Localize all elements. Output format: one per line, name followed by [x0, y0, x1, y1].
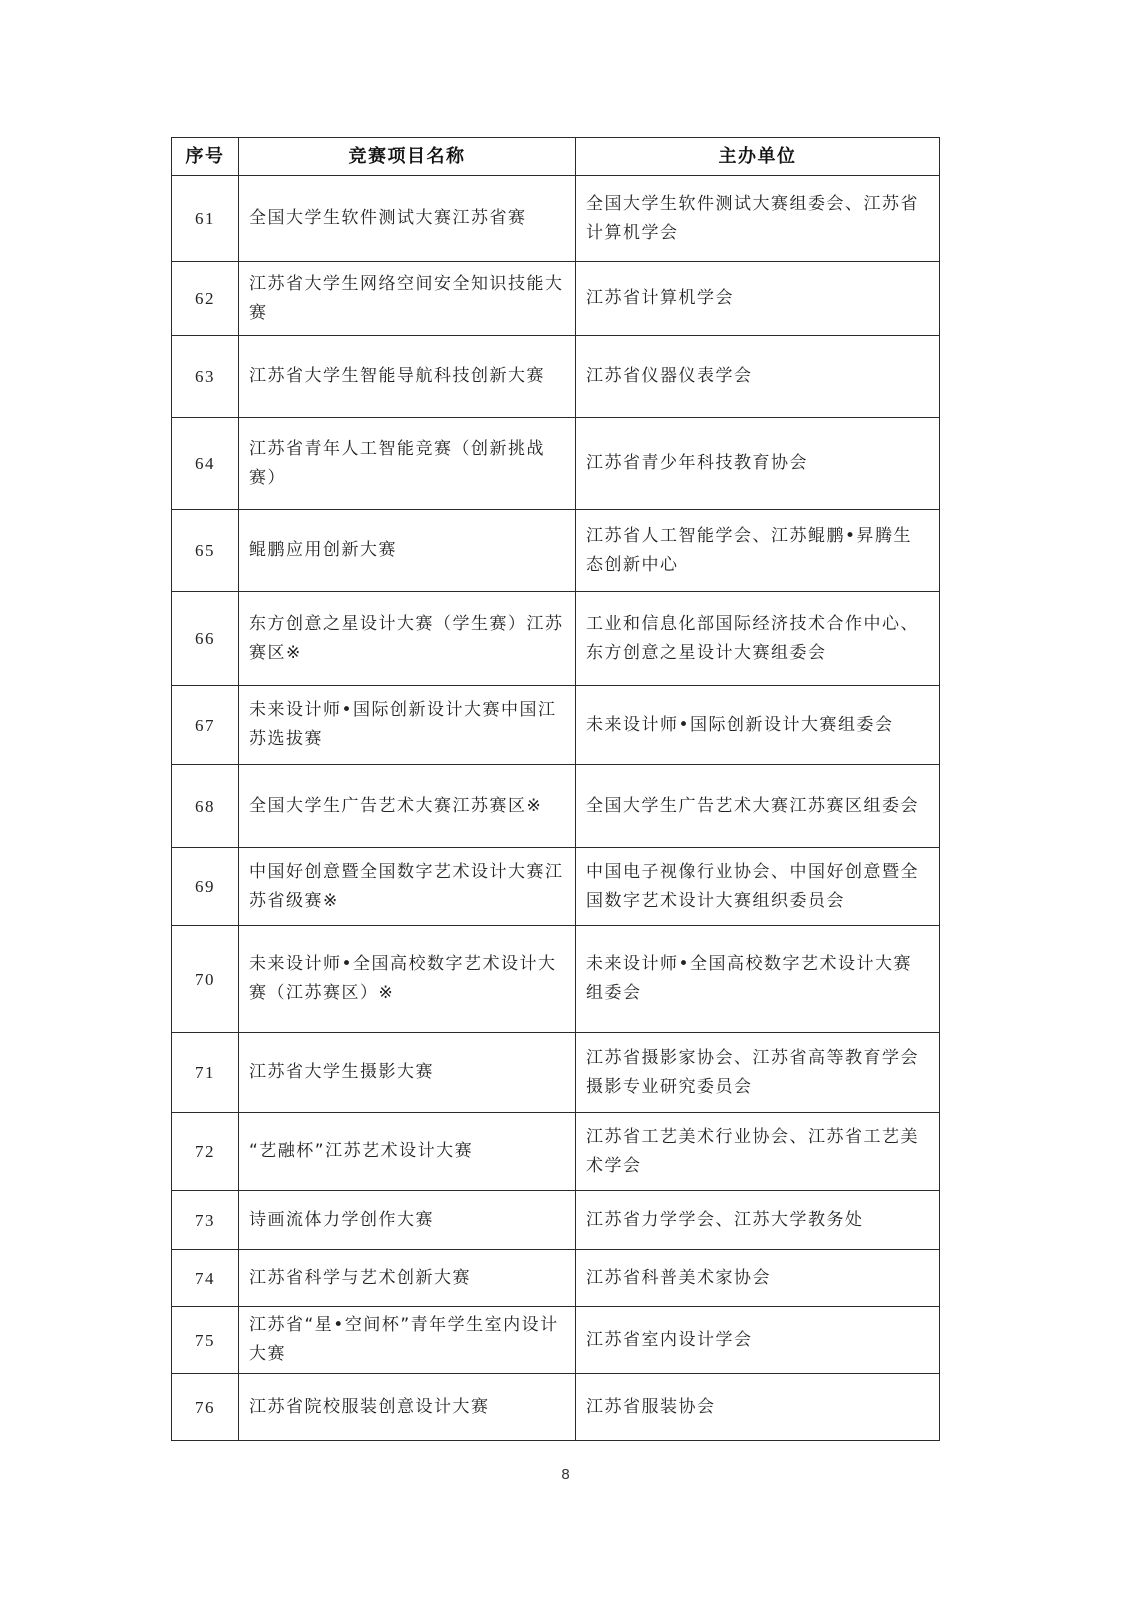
table-row — [172, 848, 940, 926]
header-organizer: 主办单位 — [576, 138, 940, 176]
row-number: 66 — [172, 592, 239, 686]
page-number: 8 — [561, 1466, 570, 1483]
row-number: 72 — [172, 1113, 239, 1191]
table-row — [172, 1113, 940, 1191]
table-row — [172, 510, 940, 592]
competition-name: 全国大学生软件测试大赛江苏省赛 — [239, 176, 576, 262]
organizer: 全国大学生软件测试大赛组委会、江苏省计算机学会 — [576, 176, 940, 262]
row-number: 75 — [172, 1307, 239, 1374]
organizer: 全国大学生广告艺术大赛江苏赛区组委会 — [576, 765, 940, 848]
table-row — [172, 336, 940, 418]
row-number: 76 — [172, 1374, 239, 1441]
table-row — [172, 1374, 940, 1441]
organizer: 江苏省工艺美术行业协会、江苏省工艺美术学会 — [576, 1113, 940, 1191]
row-number: 71 — [172, 1033, 239, 1113]
competition-name: 未来设计师•国际创新设计大赛中国江苏选拔赛 — [239, 686, 576, 765]
table-row — [172, 262, 940, 336]
organizer: 工业和信息化部国际经济技术合作中心、东方创意之星设计大赛组委会 — [576, 592, 940, 686]
organizer: 江苏省室内设计学会 — [576, 1307, 940, 1374]
competition-name: 江苏省青年人工智能竞赛（创新挑战赛） — [239, 418, 576, 510]
competition-name: “艺融杯”江苏艺术设计大赛 — [239, 1113, 576, 1191]
organizer: 江苏省人工智能学会、江苏鲲鹏•昇腾生态创新中心 — [576, 510, 940, 592]
competition-name: 未来设计师•全国高校数字艺术设计大赛（江苏赛区）※ — [239, 926, 576, 1033]
row-number: 61 — [172, 176, 239, 262]
row-number: 64 — [172, 418, 239, 510]
row-number: 69 — [172, 848, 239, 926]
competition-name: 中国好创意暨全国数字艺术设计大赛江苏省级赛※ — [239, 848, 576, 926]
organizer: 江苏省科普美术家协会 — [576, 1250, 940, 1307]
row-number: 70 — [172, 926, 239, 1033]
row-number: 65 — [172, 510, 239, 592]
competition-name: 鲲鹏应用创新大赛 — [239, 510, 576, 592]
organizer: 中国电子视像行业协会、中国好创意暨全国数字艺术设计大赛组织委员会 — [576, 848, 940, 926]
table-row — [172, 765, 940, 848]
row-number: 68 — [172, 765, 239, 848]
organizer: 江苏省摄影家协会、江苏省高等教育学会摄影专业研究委员会 — [576, 1033, 940, 1113]
competition-name: 江苏省大学生智能导航科技创新大赛 — [239, 336, 576, 418]
table-header-row — [172, 138, 940, 176]
organizer: 未来设计师•全国高校数字艺术设计大赛组委会 — [576, 926, 940, 1033]
table-row — [172, 1191, 940, 1250]
competition-name: 江苏省科学与艺术创新大赛 — [239, 1250, 576, 1307]
organizer: 未来设计师•国际创新设计大赛组委会 — [576, 686, 940, 765]
table-row — [172, 1250, 940, 1307]
competition-name: 江苏省“星•空间杯”青年学生室内设计大赛 — [239, 1307, 576, 1374]
table-row — [172, 592, 940, 686]
table-row — [172, 686, 940, 765]
row-number: 74 — [172, 1250, 239, 1307]
competition-table — [171, 137, 940, 1441]
row-number: 73 — [172, 1191, 239, 1250]
row-number: 62 — [172, 262, 239, 336]
organizer: 江苏省仪器仪表学会 — [576, 336, 940, 418]
competition-name: 江苏省大学生摄影大赛 — [239, 1033, 576, 1113]
header-competition-name: 竞赛项目名称 — [239, 138, 576, 176]
table-row — [172, 926, 940, 1033]
competition-name: 江苏省大学生网络空间安全知识技能大赛 — [239, 262, 576, 336]
table-row — [172, 176, 940, 262]
organizer: 江苏省服装协会 — [576, 1374, 940, 1441]
table-row — [172, 418, 940, 510]
header-serial-number: 序号 — [172, 138, 239, 176]
table-row — [172, 1033, 940, 1113]
competition-name: 全国大学生广告艺术大赛江苏赛区※ — [239, 765, 576, 848]
competition-name: 诗画流体力学创作大赛 — [239, 1191, 576, 1250]
organizer: 江苏省力学学会、江苏大学教务处 — [576, 1191, 940, 1250]
row-number: 63 — [172, 336, 239, 418]
organizer: 江苏省计算机学会 — [576, 262, 940, 336]
row-number: 67 — [172, 686, 239, 765]
organizer: 江苏省青少年科技教育协会 — [576, 418, 940, 510]
competition-name: 江苏省院校服装创意设计大赛 — [239, 1374, 576, 1441]
table-row — [172, 1307, 940, 1374]
competition-name: 东方创意之星设计大赛（学生赛）江苏赛区※ — [239, 592, 576, 686]
